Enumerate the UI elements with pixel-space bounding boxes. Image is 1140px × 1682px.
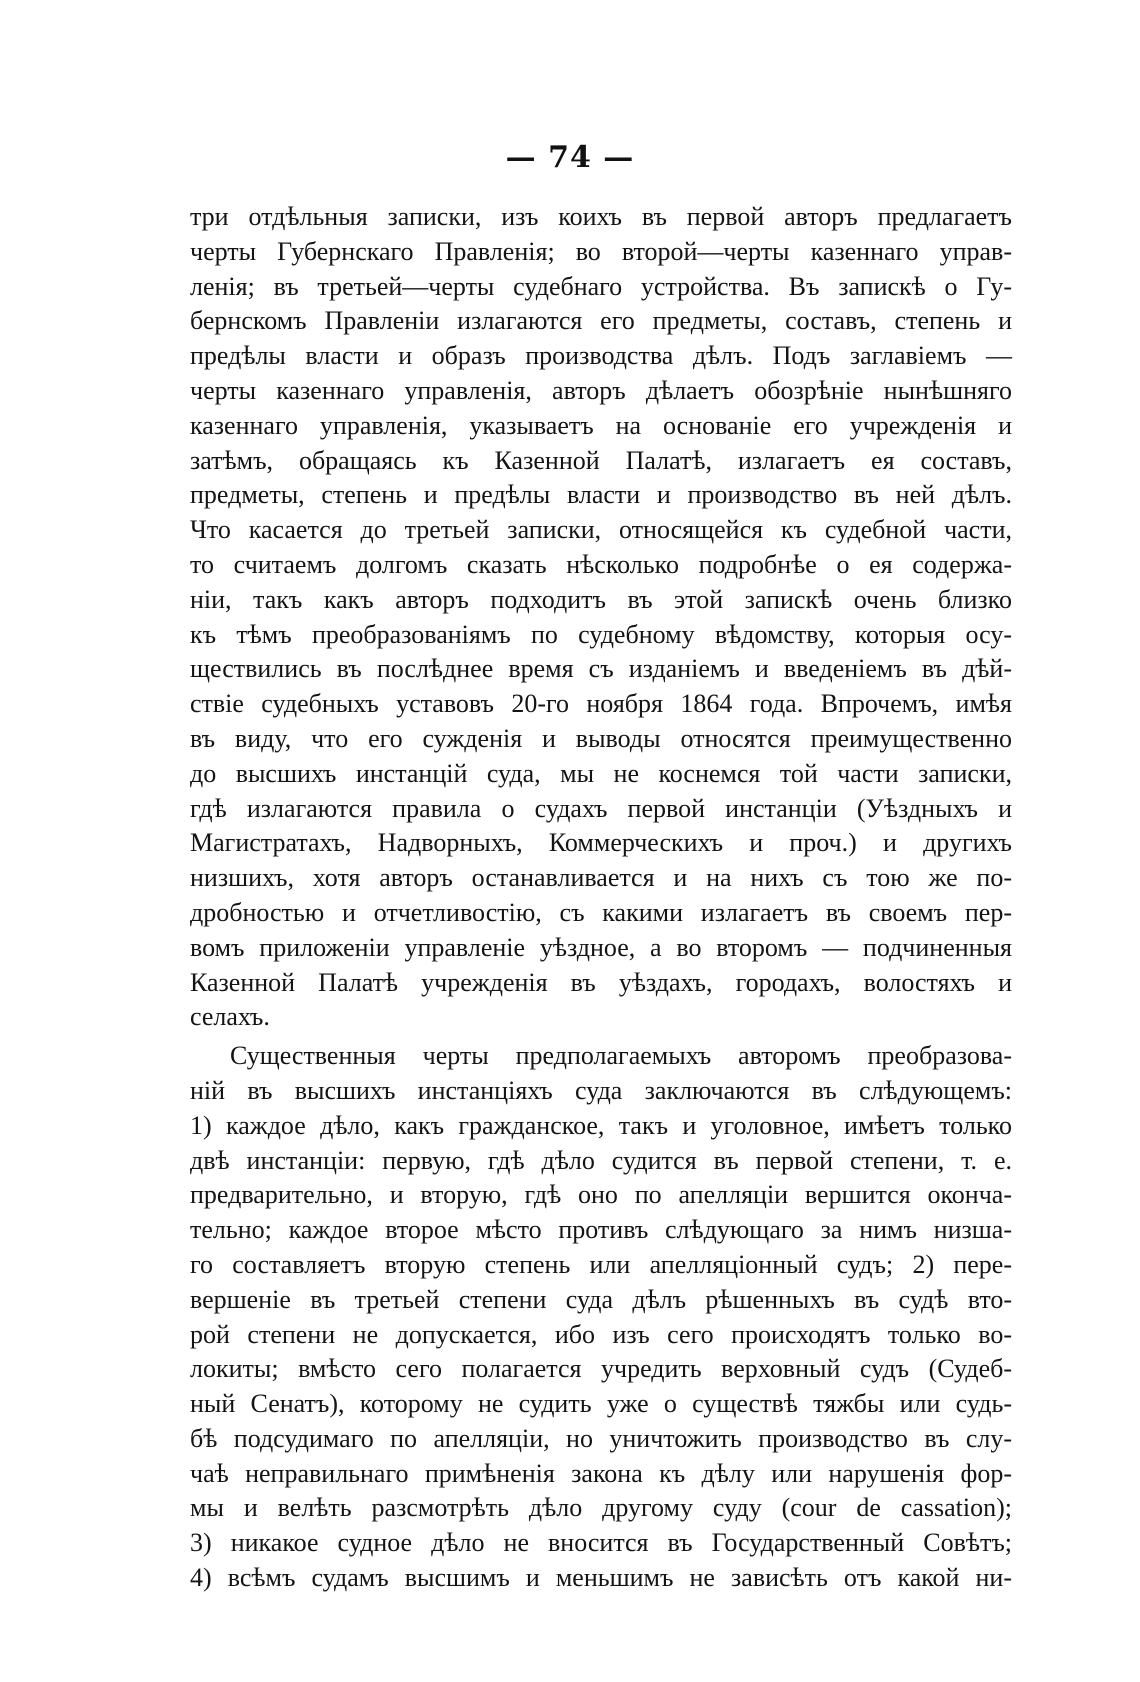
paragraph-2 (190, 1039, 1012, 1596)
text-line: ществились въ послѣднее время съ изданіемъ и введеніемъ въ дѣй- (190, 654, 1012, 684)
text-line: дробностью и отчетливостію, съ какими излагаетъ въ своемъ пер- (190, 897, 1012, 927)
text-line: ствіе судебныхъ уставовъ 20-го ноября 1864 года. Впрочемъ, имѣя (190, 689, 1012, 719)
text-line: тельно; каждое второе мѣсто противъ слѣдующаго за нимъ низша- (190, 1215, 1012, 1245)
text-line: къ тѣмъ преобразованіямъ по судебному вѣдомству, которыя осу- (190, 619, 1012, 649)
text-line: черты казеннаго управленія, авторъ дѣлаетъ обозрѣніе нынѣшняго (190, 375, 1012, 405)
text-line: бѣ подсудимаго по апелляціи, но уничтожить производство въ слу- (190, 1423, 1012, 1453)
text-line: бернскомъ Правленіи излагаются его предметы, составъ, степень и (190, 306, 1012, 336)
text-line: рой степени не допускается, ибо изъ сего происходятъ только во- (190, 1319, 1012, 1349)
text-line: то считаемъ долгомъ сказать нѣсколько подробнѣе о ея содержа- (190, 549, 1012, 579)
text-line: до высшихъ инстанцій суда, мы не коснемся той части записки, (190, 758, 1012, 788)
text-line: три отдѣльныя записки, изъ коихъ въ первой авторъ предлагаетъ (190, 202, 1012, 231)
page-body (190, 200, 1012, 1596)
text-line: предварительно, и вторую, гдѣ оно по апелляціи вершится оконча- (190, 1180, 1012, 1210)
text-line: ленія; въ третьей—черты судебнаго устройства. Въ запискѣ о Гу- (190, 271, 1012, 301)
text-line: 3) никакое судное дѣло не вносится въ Государственный Совѣтъ; (190, 1528, 1012, 1558)
text-line: чаѣ неправильнаго примѣненія закона къ дѣлу или нарушенія фор- (190, 1458, 1012, 1488)
text-line: 1) каждое дѣло, какъ гражданское, такъ и уголовное, имѣетъ только (190, 1110, 1012, 1140)
text-line: ній въ высшихъ инстанціяхъ суда заключаются въ слѣдующемъ: (190, 1075, 1012, 1105)
page-number: — 74 — (505, 140, 635, 175)
text-line: низшихъ, хотя авторъ останавливается и на нихъ съ тою же по- (190, 863, 1012, 893)
text-line: гдѣ излагаются правила о судахъ первой инстанціи (Уѣздныхъ и (190, 793, 1012, 823)
text-line: Существенныя черты предполагаемыхъ авторомъ преобразова- (230, 1041, 1012, 1071)
text-line: Что касается до третьей записки, относящейся къ судебной части, (190, 515, 1012, 545)
text-line: предѣлы власти и образъ производства дѣлъ. Подъ заглавіемъ — (190, 341, 1012, 371)
text-line: предметы, степень и предѣлы власти и производство въ ней дѣлъ. (190, 480, 1012, 510)
text-line: казеннаго управленія, указываетъ на основаніе его учрежденія и (190, 410, 1012, 440)
text-line: ніи, такъ какъ авторъ подходитъ въ этой запискѣ очень близко (190, 584, 1012, 614)
text-line: го составляетъ вторую степень или апелляціонный судъ; 2) пере- (190, 1249, 1012, 1279)
text-line: Магистратахъ, Надворныхъ, Коммерческихъ и проч.) и другихъ (190, 828, 1012, 858)
text-line: вершеніе въ третьей степени суда дѣлъ рѣшенныхъ въ судѣ вто- (190, 1284, 1012, 1314)
text-line: двѣ инстанціи: первую, гдѣ дѣло судится въ первой степени, т. е. (190, 1145, 1012, 1175)
text-line: 4) всѣмъ судамъ высшимъ и меньшимъ не зависѣть отъ какой ни- (190, 1563, 1012, 1593)
text-line: ный Сенатъ), которому не судить уже о существѣ тяжбы или судь- (190, 1389, 1012, 1419)
text-line: въ виду, что его сужденія и выводы относятся преимущественно (190, 723, 1012, 753)
text-line: вомъ приложеніи управленіе уѣздное, а во второмъ — подчиненныя (190, 932, 1012, 962)
paragraph-1 (190, 200, 1012, 1035)
text-line: мы и велѣть разсмотрѣть дѣло другому суду (cour de cassation); (190, 1493, 1012, 1523)
text-line: Казенной Палатѣ учрежденія въ уѣздахъ, городахъ, волостяхъ и (190, 967, 1012, 997)
text-line: затѣмъ, обращаясь къ Казенной Палатѣ, излагаетъ ея составъ, (190, 445, 1012, 475)
text-line: черты Губернскаго Правленія; во второй—черты казеннаго управ- (190, 236, 1012, 266)
text-line: селахъ. (190, 1002, 270, 1032)
text-line: локиты; вмѣсто сего полагается учредить верховный судъ (Судеб- (190, 1354, 1012, 1384)
